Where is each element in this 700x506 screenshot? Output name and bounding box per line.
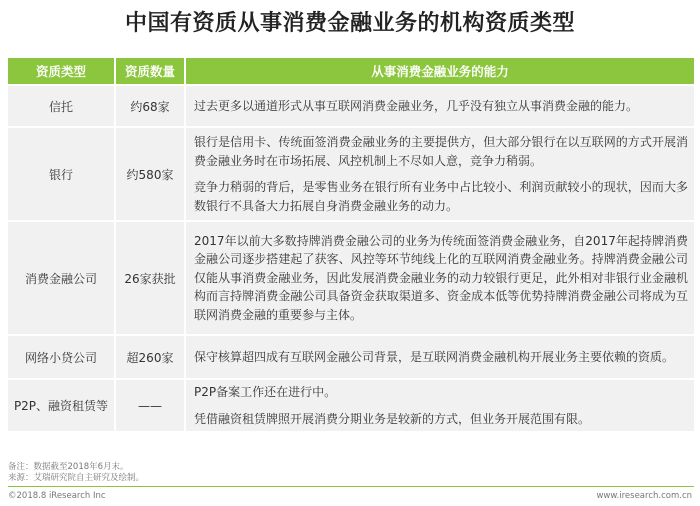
cell-capability xyxy=(186,378,694,431)
cell-count: 超260家 xyxy=(116,334,186,378)
data-note: 备注：数据截至2018年6月末。 xyxy=(8,462,129,472)
page-title: 中国有资质从事消费金融业务的机构资质类型 xyxy=(124,11,575,36)
capability-paragraph: P2P备案工作还在进行中。 xyxy=(194,385,337,399)
cell-type: 消费金融公司 xyxy=(8,220,116,334)
capability-paragraph: 竞争力稍弱的背后，是零售业务在银行所有业务中占比较小、利润贡献较小的现状，因而大多数银行不具备大力拓展自身消费金融业务的动力。 xyxy=(194,180,688,213)
cell-count: 26家获批 xyxy=(116,220,186,334)
header-type: 资质类型 xyxy=(8,58,116,84)
table-row xyxy=(8,84,694,126)
cell-count: 约580家 xyxy=(116,126,186,220)
capability-paragraph: 过去更多以通道形式从事互联网消费金融业务，几乎没有独立从事消费金融的能力。 xyxy=(194,98,639,113)
capability-paragraph: 2017年以前大多数持牌消费金融公司的业务为传统面签消费金融业务，自2017年起持牌消费金融公司逐步搭建起了获客、风控等环节纯线上化的互联网消费金融业务。持牌消费金融公司仅能从事消费金融业务，因此发展消费金融业务的动力较银行更足，此外相对非银行业金融机构而言持牌消费金融公司具备资金获取渠道多、资金成本低等优势持牌消费金融公司将成为互联网消费金融的重要参与主体。 xyxy=(194,233,688,322)
capability-paragraph: 保守核算超四成有互联网金融公司背景，是互联网消费金融机构开展业务主要依赖的资质。 xyxy=(194,349,675,364)
copyright: ©2018.8 iResearch Inc xyxy=(8,491,106,501)
table-row xyxy=(8,126,694,220)
cell-count: 约68家 xyxy=(116,84,186,126)
cell-capability xyxy=(186,126,694,220)
header-capability: 从事消费金融业务的能力 xyxy=(186,58,694,84)
cell-type: 网络小贷公司 xyxy=(8,334,116,378)
qualification-table xyxy=(8,58,694,431)
table-row xyxy=(8,378,694,431)
capability-paragraph: 银行是信用卡、传统面签消费金融业务的主要提供方，但大部分银行在以互联网的方式开展消费金融业务时在市场拓展、风控机制上不尽如人意，竞争力稍弱。 xyxy=(194,135,688,168)
header-count: 资质数量 xyxy=(116,58,186,84)
footer-divider xyxy=(8,486,694,487)
source-note: 来源：艾瑞研究院自主研究及绘制。 xyxy=(8,473,145,483)
cell-type: 信托 xyxy=(8,84,116,126)
website-link[interactable]: www.iresearch.com.cn xyxy=(596,491,692,501)
table-row xyxy=(8,220,694,334)
cell-type: 银行 xyxy=(8,126,116,220)
cell-capability xyxy=(186,334,694,378)
table-row xyxy=(8,334,694,378)
capability-paragraph: 凭借融资租赁牌照开展消费分期业务是较新的方式，但业务开展范围有限。 xyxy=(194,411,591,426)
cell-capability xyxy=(186,220,694,334)
cell-type: P2P、融资租赁等 xyxy=(8,378,116,431)
cell-count: —— xyxy=(116,378,186,431)
cell-capability xyxy=(186,84,694,126)
table-header-row xyxy=(8,58,694,84)
